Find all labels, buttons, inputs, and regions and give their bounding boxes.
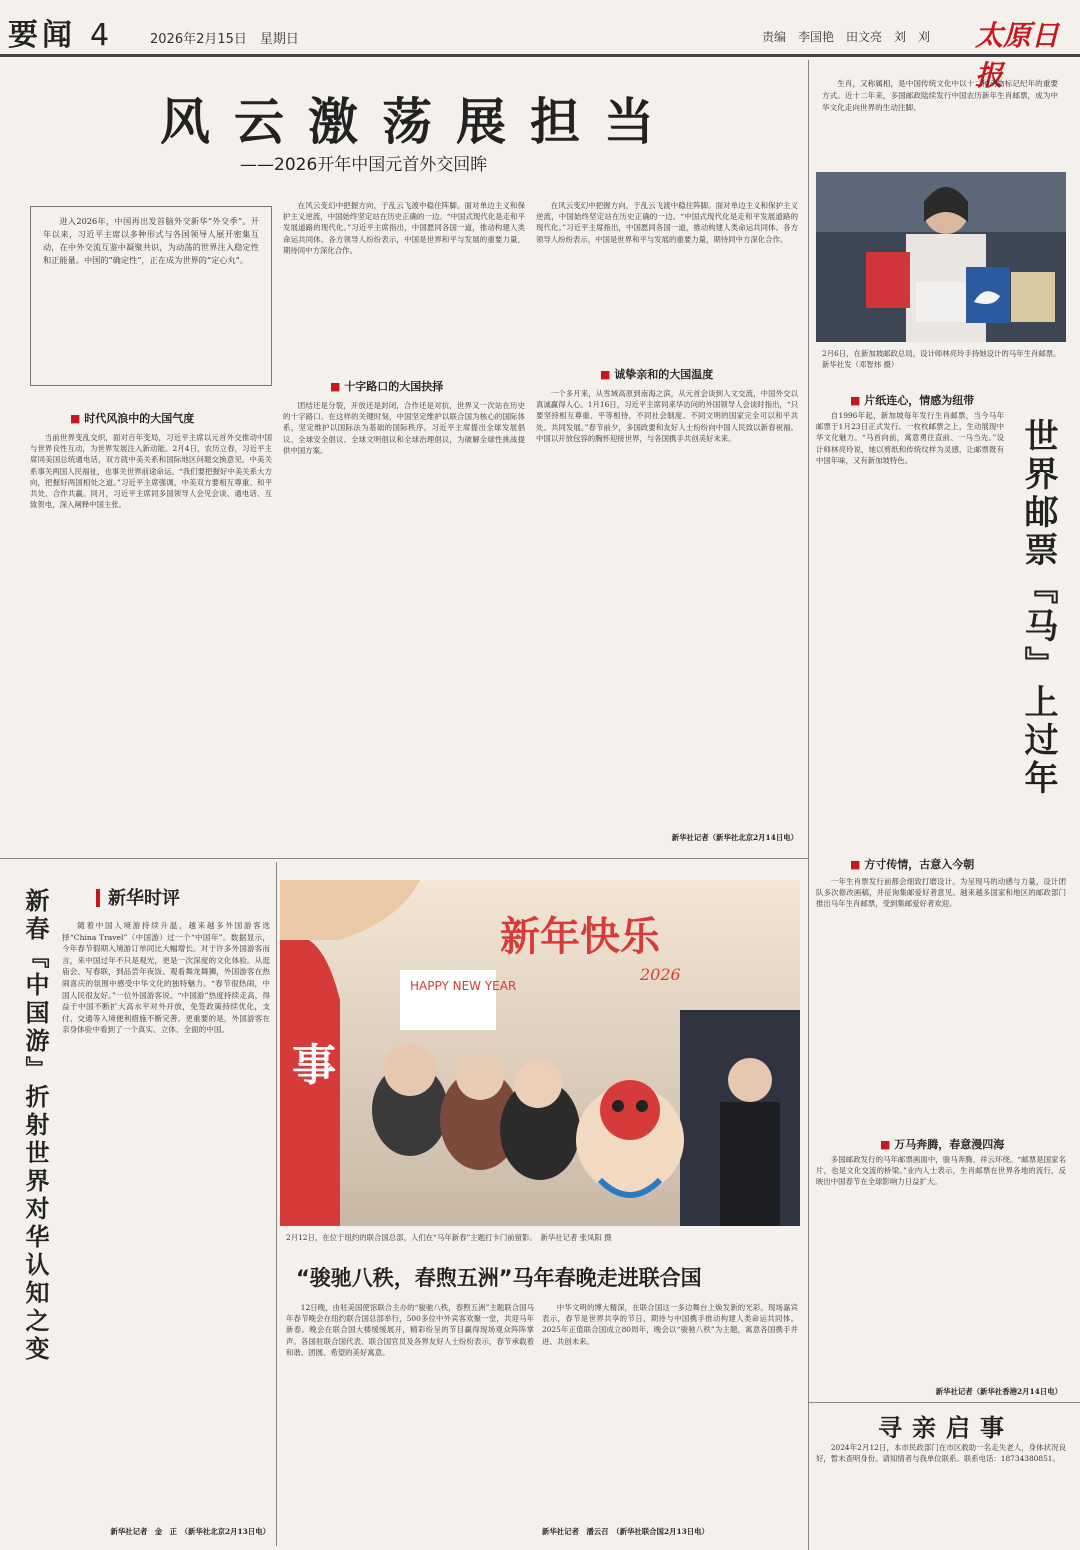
- commentary-byline: 新华社记者 金 正 （新华社北京2月13日电）: [110, 1527, 270, 1536]
- gala-column-2: [542, 1302, 798, 1522]
- stamp-body-1: 自1996年起，新加坡每年发行生肖邮票，当今马年邮票于1月23日正式发行。一枚枚邮票之上，生动展现中华文化魅力。“马首向前，寓意勇往直前、一马当先。”设计师林亮玲说，她以剪纸和传统纹样为灵感，让邮票既有中国年味，又有新加坡特色。: [816, 411, 1004, 465]
- notice-title: 寻亲启事: [878, 1414, 1014, 1442]
- lead-column-2b-text: 团结还是分裂，开放还是封闭，合作还是对抗，世界又一次站在历史的十字路口。在这样的关键时刻，中国坚定维护以联合国为核心的国际体系，坚定维护以国际法为基础的国际秩序。习近平主席提出全球发展倡议、全球安全倡议、全球文明倡议和全球治理倡议，为破解全球性挑战提供中国方案。: [283, 401, 525, 455]
- page-header: [8, 10, 109, 54]
- gala-photo-greeting: HAPPY NEW YEAR: [410, 979, 517, 993]
- stamp-body-3: 多国邮政发行的马年邮票画面中，骏马奔腾、祥云环绕。“邮票是国家名片，也是文化交流的桥梁。”业内人士表示，生肖邮票在世界各地的流行，反映出中国春节在全球影响力日益扩大。: [816, 1155, 1066, 1187]
- lead-section-1-heading: ■ 时代风浪中的大国气度: [70, 410, 194, 426]
- header-rule: [0, 54, 1080, 57]
- gala-photo: [280, 880, 800, 1226]
- stamp-photo-caption: 2月6日，在新加坡邮政总局，设计师林亮玲手持她设计的马年生肖邮票。 新华社发（邓智炜 摄）: [822, 349, 1065, 369]
- lead-column-2-text: 在风云变幻中把握方向，于乱云飞渡中稳住阵脚。面对单边主义和保护主义逆流，中国始终坚定站在历史正确的一边。“中国式现代化是走和平发展道路的现代化。”习近平主席指出，中国愿同各国一道，推动构建人类命运共同体。各方领导人纷纷表示，中国是世界和平与发展的重要力量，期待同中方深化合作。: [283, 201, 525, 255]
- stamp-intro: 生肖，又称属相，是中国传统文化中以十二种动物标记纪年的重要方式。近十二年来，多国邮政陆续发行中国农历新年生肖邮票，成为中华文化走向世界的生动注脚。: [822, 79, 1058, 112]
- gala-photo-year: 2026: [640, 965, 681, 984]
- notice-divider: [808, 1402, 1080, 1403]
- lead-column-1-text: 当前世界变乱交织，面对百年变局，习近平主席以元首外交推动中国与世界良性互动，为世界发展注入新动能。2月4日，农历立春，习近平主席同美国总统通电话，双方就中美关系和国际地区问题交换意见。中美关系事关两国人民福祉，也事关世界前途命运。“我们要把握好中美关系大方向，把握好两国相处之道。”习近平主席强调，中美双方要相互尊重、和平共处、合作共赢。同月，习近平主席同多国领导人会见会谈、通电话、互致贺电，深入阐释中国主张。: [30, 433, 272, 510]
- section-name: 要闻: [8, 18, 76, 53]
- gala-photo-banner: 新年快乐: [500, 913, 660, 960]
- stamp-column-1: [816, 410, 1004, 850]
- stamp-column-2: [816, 876, 1066, 1116]
- gala-photo-caption: 2月12日，在位于纽约的联合国总部，人们在“马年新春”主题打卡门前留影。 新华社记者 张凤阳 摄: [286, 1233, 612, 1242]
- newspaper-masthead: 太原日报: [975, 19, 1060, 92]
- lead-column-3-top-text: 在风云变幻中把握方向，于乱云飞渡中稳住阵脚。面对单边主义和保护主义逆流，中国始终坚定站在历史正确的一边。“中国式现代化是走和平发展道路的现代化。”习近平主席指出，中国愿同各国一道，推动构建人类命运共同体。各方领导人纷纷表示，中国是世界和平与发展的重要力量，期待同中方深化合作。: [536, 201, 798, 244]
- lead-section-2-heading: ■ 十字路口的大国抉择: [330, 378, 443, 394]
- editors-line: 责编 李国艳 田文亮 刘 刈: [762, 30, 931, 44]
- lead-column-1: [30, 432, 272, 852]
- svg-text:事: 事: [292, 1040, 336, 1091]
- lead-column-2-top: [283, 200, 525, 370]
- gala-photo-image: [280, 880, 800, 1226]
- notice-body: [816, 1442, 1066, 1542]
- gala-column-1: [286, 1302, 534, 1538]
- commentary-headline: 新春『中国游』折射世界对华认知之变: [21, 888, 50, 1364]
- lead-column-3-bottom: [536, 388, 798, 818]
- gala-byline: 新华社记者 潘云召 （新华社联合国2月13日电）: [542, 1527, 709, 1536]
- lead-section-3-heading: ■ 诚挚亲和的大国温度: [600, 366, 713, 382]
- lead-intro: 进入2026年，中国再出发首脑外交新华“外交季”。开年以来，习近平主席以多种形式与各国领导人展开密集互动，在中外交流互鉴中凝聚共识，为动荡的世界注入稳定性和正能量。中国的“确定性”，正在成为世界的“定心丸”。: [43, 216, 259, 265]
- stamp-photo-image: [816, 172, 1066, 342]
- stamp-headline: 世界邮票『马』上过年: [1018, 418, 1058, 798]
- gala-column-1-text: 12日晚，由驻美国使馆联合主办的“骏驰八秩，春煦五洲”主题联合国马年春节晚会在纽约联合国总部举行，500多位中外宾客欢聚一堂，共迎马年新春。晚会在联合国大楼缓缓展开，精彩纷呈的节目赢得现场观众阵阵掌声。各国驻联合国代表、联合国官员及各界友好人士纷纷表示，春节承载着和谐、团圆、希望的美好寓意。: [286, 1303, 534, 1357]
- commentary-body: 随着中国人境游持续升温，越来越多外国游客选择“China Travel”（中国游）过一个“中国年”。数据显示，今年春节假期入境游订单同比大幅增长。对于许多外国游客而言，来中国过年不只是观光，更是一次深度的文化体验。从逛庙会、写春联，到品尝年夜饭、观看舞龙舞狮，外国游客在热闹喜庆的氛围中感受中华文化的独特魅力。“春节很热闹，中国人民很友好。”一位外国游客说。“中国游”热度持续走高，得益于中国不断扩大高水平对外开放，免签政策持续优化，支付、交通等入境便利措施不断完善。更重要的是，外国游客在亲身体验中看到了一个真实、立体、全面的中国。: [62, 921, 270, 1035]
- lead-byline: 新华社记者（新华社北京2月14日电）: [671, 833, 798, 842]
- lead-column-3-text: 一个多月来，从雪域高原到南海之滨，从元首会谈到人文交流，中国外交以真诚赢得人心。1月16日，习近平主席同来华访问的外国领导人会谈时指出，“只要坚持相互尊重、平等相待，不同社会制度、不同文明的国家完全可以和平共处、共同发展。”春节前夕，多国政要和友好人士纷纷向中国人民致以新春祝福。中国以开放包容的胸怀迎接世界，与各国携手共创美好未来。: [536, 389, 798, 443]
- page-number: 4: [90, 18, 110, 53]
- issue-date: 2026年2月15日 星期日: [150, 32, 299, 47]
- lead-column-3-top: [536, 200, 798, 350]
- lead-column-2-bottom: [283, 400, 525, 852]
- lead-headline: 风云激荡展担当: [160, 92, 678, 151]
- commentary-label: 新华时评: [96, 884, 180, 910]
- stamp-body-2: 一年生肖票发行前都会细致打磨设计。为呈现马的动感与力量，设计团队多次修改画稿，并征询集邮爱好者意见。越来越多国家和地区的邮政部门推出马年生肖邮票，受到集邮爱好者欢迎。: [816, 877, 1066, 909]
- gala-column-2-text: 中华文明的博大精深，在联合国这一多边舞台上焕发新的光彩。现场嘉宾表示，春节是世界共享的节日，期待与中国携手推动构建人类命运共同体。2025年正值联合国成立80周年，晚会以“骏驰八秩”为主题，寓意各国携手并进、共创未来。: [542, 1303, 798, 1346]
- stamp-byline: 新华社记者（新华社香港2月14日电）: [935, 1387, 1062, 1396]
- commentary-divider: [276, 862, 277, 1546]
- right-column-divider: [808, 60, 809, 1550]
- stamp-subhead-3: ■ 万马奔腾，春意漫四海: [880, 1136, 1004, 1152]
- lead-bottom-divider: [0, 858, 808, 859]
- stamp-subhead-2: ■ 方寸传情，古意入今朝: [850, 856, 974, 872]
- commentary-column: [62, 920, 270, 1520]
- stamp-subhead-1: ■ 片纸连心，情感为纽带: [850, 392, 974, 408]
- lead-intro-box: [30, 206, 272, 386]
- stamp-column-3: [816, 1154, 1066, 1374]
- stamp-photo: [816, 172, 1066, 342]
- gala-headline: “骏驰八秩，春煦五洲”马年春晚走进联合国: [296, 1266, 702, 1290]
- lead-subheadline: ——2026开年中国元首外交回眸: [240, 155, 488, 175]
- notice-text: 2024年2月12日，本市民政部门在市区救助一名走失老人，身体状况良好，暂未查明身份。请知情者与我单位联系。联系电话：18734380851。: [816, 1443, 1066, 1464]
